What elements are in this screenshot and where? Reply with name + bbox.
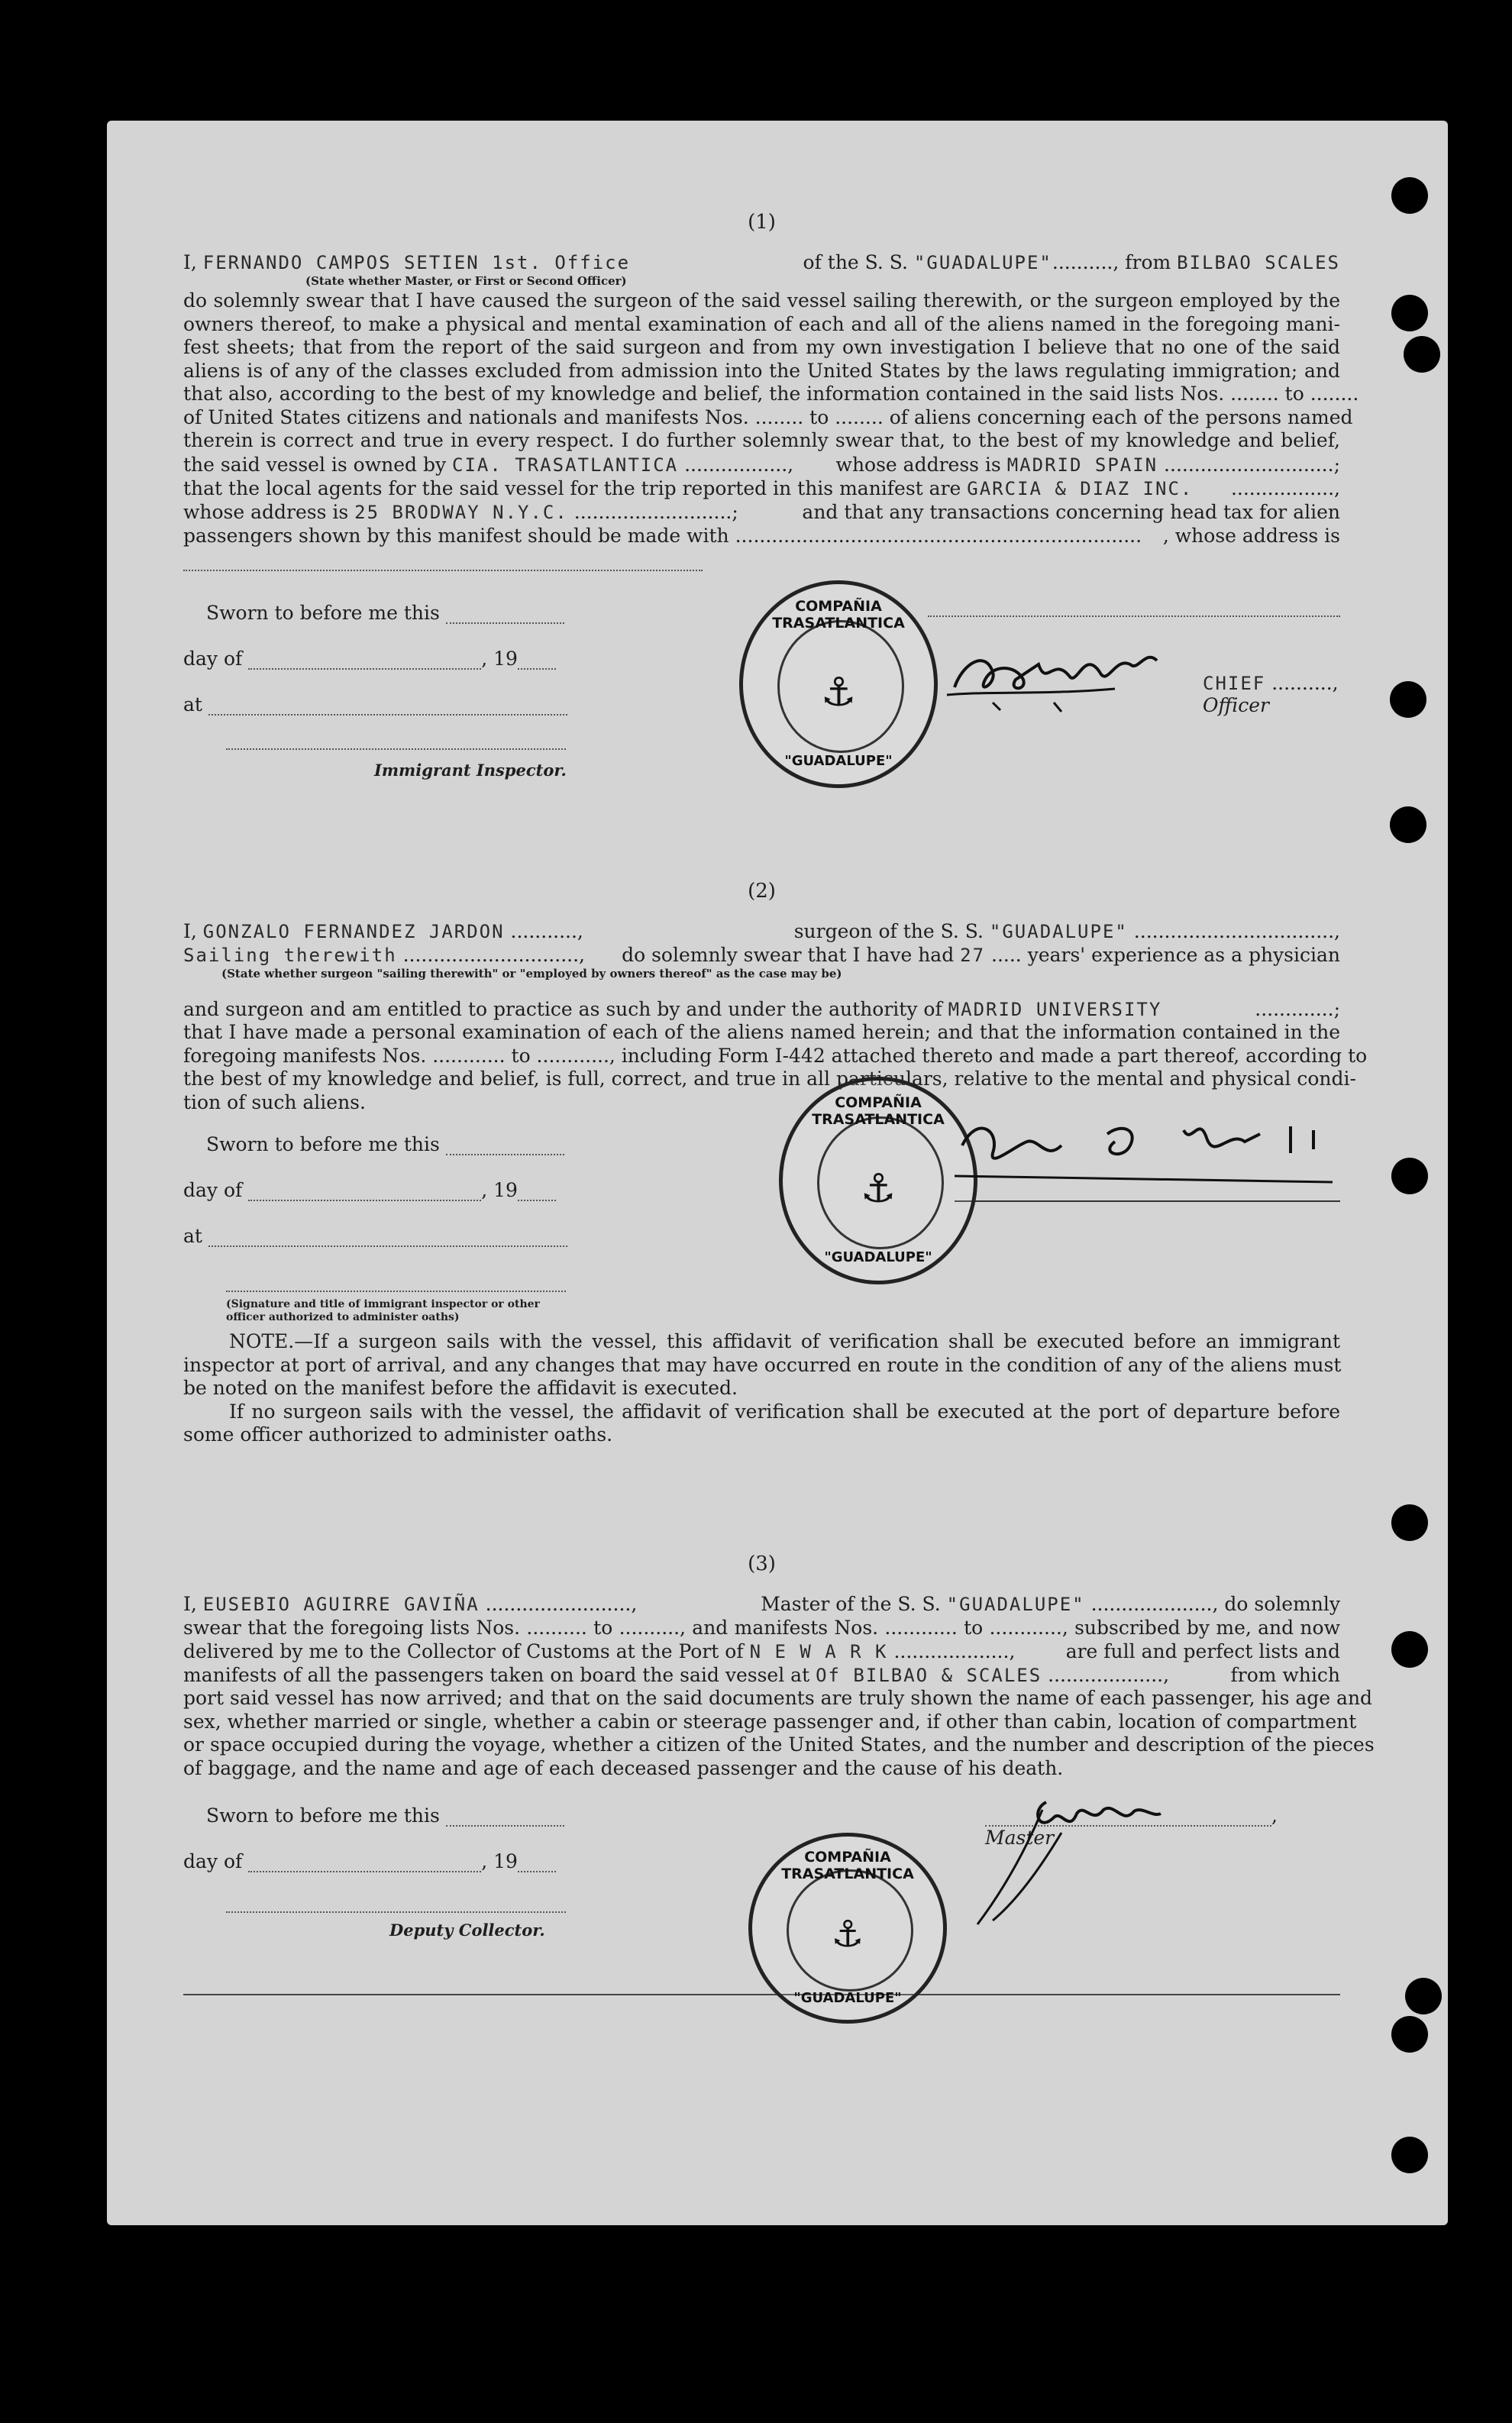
collector-affidavit-section: (3) I, EUSEBIO AGUIRRE GAVIÑA ........................, Master of the S. S. "GUADALUPE" ...................., do solemnly swear that the foregoing lists Nos. .......... to .........., and manifests Nos. ............ to ............, subscribed by me, and now delivered by me to the Collector of Customs at the Port of N E W A R K ..................., are full and perfect lists and manifests of all the passengers taken on board the said vessel at Of BILBAO & SCALES ..................., from which port said vessel has now arrived; and that on the said documents are truly shown the name of each passenger, his age and sex, whether married or single, whether a cabin or steerage passenger and, if other than cabin, location of compartment or space occupied during the voyage, whether a citizen of the United States, and the number and description of the pieces of baggage, and the name and age of each deceased passenger and the cause of his death. Sworn to before me this day of , 19 Deputy Collector. , Master xyxy=(183,1552,1340,1780)
company-seal: COMPAÑIA TRASATLANTICA ⚓ "GUADALUPE" xyxy=(779,1077,977,1284)
day-of-label: day of xyxy=(183,648,243,670)
ship-name: "GUADALUPE" xyxy=(946,1594,1085,1615)
surgeon-signature xyxy=(955,1100,1336,1191)
section-number: (3) xyxy=(748,1552,776,1575)
surgeon-status: Sailing therewith xyxy=(183,945,397,966)
sworn-label: Sworn to before me this xyxy=(206,602,440,624)
punch-hole xyxy=(1391,295,1428,331)
officer-name: FERNANDO CAMPOS SETIEN 1st. Office xyxy=(202,252,631,273)
years-experience: 27 xyxy=(960,945,986,966)
surgeon-affidavit-section: (2) I, GONZALO FERNANDEZ JARDON ..........., surgeon of the S. S. "GUADALUPE" ................................., Sailing therewith ............................., do solemnly swear that I have had 27 ..... years' experience as a physician (State whether surgeon "sailing therewith" or "employed by owners thereof" as the case may be) and surgeon and am entitled to practice as such by and under the authority of MADRID UNIVERSITY .............; that I have made a personal examination of each of the aliens named herein; and that the information contained in the foregoing manifests Nos. ............ to ............, including Form I-442 attached thereto and made a part thereof, according to the best of my knowledge and belief, is full, correct, and true in all particulars, relative to the mental and physical condi- tion of such aliens. Sworn to before me this day of , 19 at (Signature and title of immigrant inspector or other officer authorized to administer oaths) NOTE.—If a surgeon sails with the vessel, this affidavit of verification shall be executed before an immigrant inspector at port of arrival, and any changes that may have occurred en route in the condition of any of the aliens must be noted on the manifest before the affidavit is executed. If no surgeon sails with the vessel, the affidavit of verification shall be executed at the port of departure before some officer authorized to administer oaths. xyxy=(183,880,1368,1446)
oath-paragraph: that I have made a personal examination of each of the aliens named herein; and that the information contained in the foregoing manifests Nos. ............ to ............, including Form I-442 attached thereto and made a part thereof, according to the best of my knowledge and belief, is full, correct, and true in all particulars, relative to the mental and physical condi- tion of such aliens. xyxy=(183,1021,1368,1113)
day-of-label: day of xyxy=(183,1179,243,1201)
owner-address: MADRID SPAIN xyxy=(1006,454,1158,476)
punch-hole xyxy=(1391,1631,1428,1668)
owner-name: CIA. TRASATLANTICA xyxy=(452,454,679,476)
departure-port: Of BILBAO & SCALES xyxy=(816,1665,1042,1686)
sworn-label: Sworn to before me this xyxy=(206,1133,440,1155)
ship-name: "GUADALUPE" xyxy=(989,921,1128,942)
punch-hole xyxy=(1404,336,1440,373)
agent-address: 25 BRODWAY N.Y.C. xyxy=(354,501,568,523)
at-label: at xyxy=(183,693,202,716)
master-name: EUSEBIO AGUIRRE GAVIÑA xyxy=(202,1594,480,1615)
punch-hole xyxy=(1391,2137,1428,2173)
master-label: Master xyxy=(985,1827,1055,1849)
officer-signature xyxy=(939,619,1168,725)
punch-hole xyxy=(1390,681,1426,718)
surgeon-hint: (State whether surgeon "sailing therewith" or "employed by owners thereof" as the case may be) xyxy=(221,967,842,981)
oath-paragraph: port said vessel has now arrived; and that on the said documents are truly shown the name of each passenger, his age and sex, whether married or single, whether a cabin or steerage passenger and, if other than cabin, location of compartment or space occupied during the voyage, whether a citizen of the United States, and the number and description of the pieces of baggage, and the name and age of each deceased passenger and the cause of his death. xyxy=(183,1687,1375,1779)
punch-hole xyxy=(1391,2016,1428,2053)
inspector-label: Immigrant Inspector. xyxy=(374,761,567,780)
punch-hole xyxy=(1391,1504,1428,1541)
oath-paragraph: do solemnly swear that I have caused the surgeon of the said vessel sailing therewith, or the surgeon employed by the owners thereof, to make a physical and mental examination of each and all of the aliens named in the foregoing mani- fest sheets; that from the report of the said surgeon and from my own investigation I believe that no one of the said aliens is of any of the classes excluded from admission into the United States by the laws regulating immigration; and that also, according to the best of my knowledge and belief, the information contained in the said lists Nos. ........ to ........ of United States citizens and nationals and manifests Nos. ........ to ........ of aliens concerning each of the persons named therein is correct and true in every respect. I do further solemnly swear that, to the best of my knowledge and belief, xyxy=(183,289,1359,451)
master-affidavit-section: (1) I, FERNANDO CAMPOS SETIEN 1st. Office of the S. S. "GUADALUPE".........., from BILBAO SCALES (State whether Master, or First or Second Officer) do solemnly swear that I have caused the surgeon of the said vessel sailing therewith, or the surgeon employed by the owners thereof, to make a physical and mental examination of each and all of the aliens named in the foregoing mani- fest sheets; that from the report of the said surgeon and from my own investigation I believe that no one of the said aliens is of any of the classes excluded from admission into the United States by the laws regulating immigration; and that also, according to the best of my knowledge and belief, the information contained in the said lists Nos. ........ to ........ of United States citizens and nationals and manifests Nos. ........ to ........ of aliens concerning each of the persons named therein is correct and true in every respect. I do further solemnly swear that, to the best of my knowledge and belief, the said vessel is owned by CIA. TRASATLANTICA ................., whose address is MADRID SPAIN ............................; that the local agents for the said vessel for the trip reported in this manifest are GARCIA & DIAZ INC. ................., whose address is 25 BRODWAY N.Y.C. ..........................; and that any transactions concerning head tax for alien passengers shown by this manifest should be made with ................................................................... , whose address is Sworn to before me this day of , 19 at Immigrant Inspector. CHIEF .........., Officer xyxy=(183,211,1359,780)
rank-hint: (State whether Master, or First or Second Officer) xyxy=(305,274,627,288)
at-label: at xyxy=(183,1225,202,1247)
punch-hole xyxy=(1390,806,1426,843)
departure-port: BILBAO SCALES xyxy=(1177,252,1340,273)
day-of-label: day of xyxy=(183,1850,243,1872)
section-number: (2) xyxy=(748,880,776,903)
agent-name: GARCIA & DIAZ INC. xyxy=(967,477,1194,499)
licensing-authority: MADRID UNIVERSITY xyxy=(948,999,1162,1020)
signature-hint: (Signature and title of immigrant inspector or other officer authorized to administer oaths) xyxy=(226,1298,540,1323)
company-seal: COMPAÑIA TRASATLANTICA ⚓ "GUADALUPE" xyxy=(739,580,938,788)
punch-hole xyxy=(1391,177,1428,214)
note-paragraph: NOTE.—If a surgeon sails with the vessel, this affidavit of verification shall be executed before an immigrant inspector at port of arrival, and any changes that may have occurred en route in the condition of any of the aliens must be noted on the manifest before the affidavit is executed. If no surgeon sails with the vessel, the affidavit of verification shall be executed at the port of departure before some officer authorized to administer oaths. xyxy=(183,1330,1342,1446)
section-number: (1) xyxy=(748,211,776,234)
collector-label: Deputy Collector. xyxy=(389,1921,545,1940)
punch-hole xyxy=(1391,1158,1428,1194)
surgeon-name: GONZALO FERNANDEZ JARDON xyxy=(202,921,505,942)
officer-title: CHIEF xyxy=(1203,673,1266,694)
sworn-label: Sworn to before me this xyxy=(206,1804,440,1827)
punch-hole xyxy=(1405,1978,1442,2014)
ship-name: "GUADALUPE" xyxy=(913,252,1052,273)
master-signature xyxy=(970,1779,1199,1932)
company-seal: COMPAÑIA TRASATLANTICA ⚓ "GUADALUPE" xyxy=(748,1833,947,2024)
arrival-port: N E W A R K xyxy=(749,1641,888,1662)
officer-label: Officer xyxy=(1203,694,1269,716)
